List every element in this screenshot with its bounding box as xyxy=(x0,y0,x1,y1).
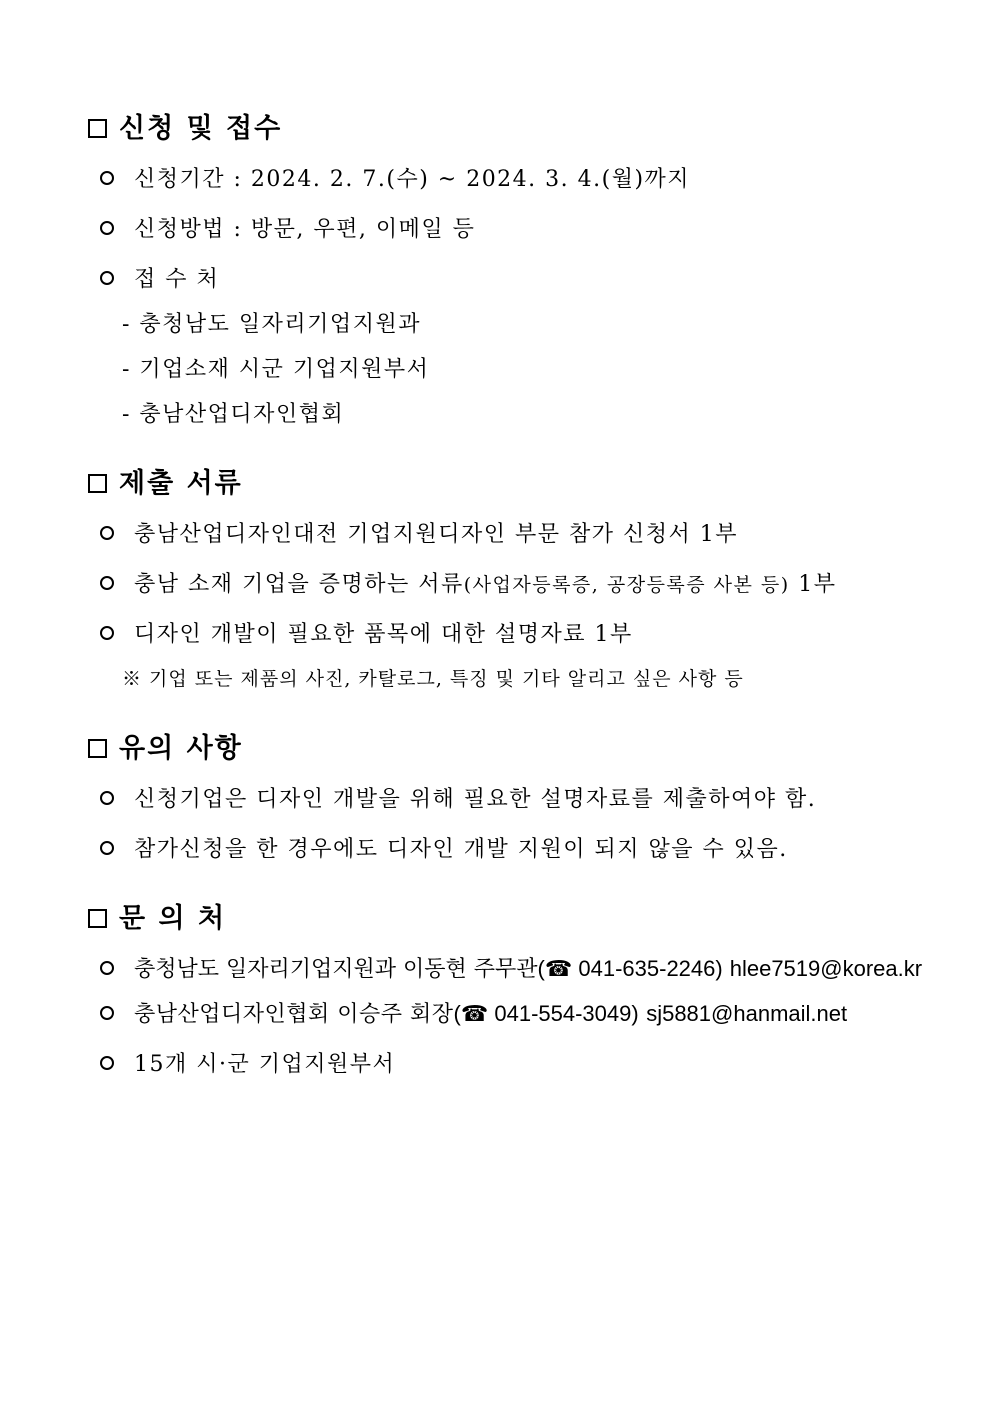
section-heading-documents: 제출 서류 xyxy=(88,461,243,500)
sub-list-item: - 기업소재 시군 기업지원부서 xyxy=(122,357,430,382)
circle-bullet-icon xyxy=(100,576,114,590)
list-item: 신청방법 : 방문, 우편, 이메일 등 xyxy=(100,212,475,243)
sub-list-item: - 충청남도 일자리기업지원과 xyxy=(122,312,421,337)
circle-bullet-icon xyxy=(100,1056,114,1070)
list-item: 참가신청을 한 경우에도 디자인 개발 지원이 되지 않을 수 있음. xyxy=(100,832,788,863)
list-item: 충남산업디자인대전 기업지원디자인 부문 참가 신청서 1부 xyxy=(100,517,738,548)
circle-bullet-icon xyxy=(100,271,114,285)
circle-bullet-icon xyxy=(100,171,114,185)
circle-bullet-icon xyxy=(100,841,114,855)
email-link[interactable]: sj5881@hanmail.net xyxy=(646,1001,848,1026)
list-item: 신청기간 : 2024. 2. 7.(수) ~ 2024. 3. 4.(월)까지 xyxy=(100,162,690,193)
section-heading-notice: 유의 사항 xyxy=(88,726,243,765)
list-item: 신청기업은 디자인 개발을 위해 필요한 설명자료를 제출하여야 함. xyxy=(100,782,816,813)
checkbox-square-icon xyxy=(88,474,107,493)
list-item: 디자인 개발이 필요한 품목에 대한 설명자료 1부 xyxy=(100,617,633,648)
contact-item: 충남산업디자인협회 이승주 회장(☎ 041-554-3049) sj5881@hanmail.net xyxy=(100,997,847,1028)
list-item: 접 수 처 xyxy=(100,262,219,293)
section-heading-contact: 문 의 처 xyxy=(88,896,226,935)
circle-bullet-icon xyxy=(100,626,114,640)
circle-bullet-icon xyxy=(100,526,114,540)
checkbox-square-icon xyxy=(88,739,107,758)
email-link[interactable]: hlee7519@korea.kr xyxy=(729,956,923,981)
list-item: 15개 시·군 기업지원부서 xyxy=(100,1047,395,1078)
checkbox-square-icon xyxy=(88,909,107,928)
checkbox-square-icon xyxy=(88,119,107,138)
circle-bullet-icon xyxy=(100,221,114,235)
sub-list-item: - 충남산업디자인협회 xyxy=(122,402,345,427)
section-heading-application: 신청 및 접수 xyxy=(88,106,282,145)
circle-bullet-icon xyxy=(100,961,114,975)
circle-bullet-icon xyxy=(100,1006,114,1020)
contact-item: 충청남도 일자리기업지원과 이동현 주무관(☎ 041-635-2246) hlee7519@korea.kr xyxy=(100,952,922,983)
note-text: ※ 기업 또는 제품의 사진, 카탈로그, 특징 및 기타 알리고 싶은 사항 등 xyxy=(122,668,744,690)
list-item: 충남 소재 기업을 증명하는 서류(사업자등록증, 공장등록증 사본 등) 1부 xyxy=(100,567,836,598)
circle-bullet-icon xyxy=(100,791,114,805)
